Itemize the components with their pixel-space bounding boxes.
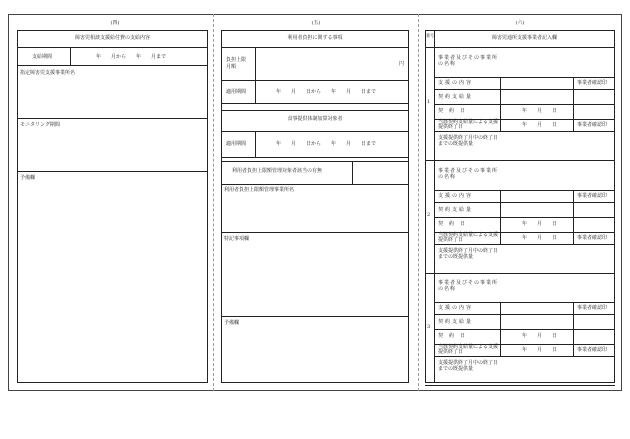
entry-row-line (434, 77, 615, 78)
entry-provider-label: 事業者及びその事業所の名称 (438, 55, 499, 67)
entry-amount-label: 契約支給量 (438, 94, 474, 100)
monitoring-period-label: モニタリング期間 (20, 122, 60, 128)
entry-row-line (434, 217, 615, 218)
provider-entry-header: 障害児通所支援事業者記入欄 (491, 35, 557, 41)
benefit-section (17, 30, 208, 383)
entry-end-date-value: 年 月 日 (522, 347, 558, 353)
entry-row-line (434, 190, 615, 191)
entry-separator (425, 160, 615, 161)
entry-end-date-label: 当該契約支給量による支援提供終了日 (438, 232, 499, 243)
entry-number: 1 (427, 99, 431, 105)
entry-row-line (434, 302, 615, 303)
entry-col-line (573, 190, 574, 244)
entry-row-line (434, 89, 615, 90)
entry-row-line (434, 244, 615, 245)
entry-content-label: 支援の内容 (438, 305, 474, 311)
entry-contract-date-label: 契約日 (438, 221, 472, 227)
provider-name-label: 指定障害児支援事業所名 (20, 70, 76, 76)
cap-management-header: 利用者負担上限額管理対象者該当の有無 (232, 168, 323, 174)
entry-row-line (434, 356, 615, 357)
entry-amount-label: 契約支給量 (438, 207, 474, 213)
entry-col-line (500, 302, 501, 356)
entry-row-line (434, 104, 615, 105)
entry-confirm-label: 事業者確認印 (577, 80, 608, 86)
entry-number: 3 (427, 324, 431, 330)
entry-end-date-value: 年 月 日 (522, 235, 558, 241)
user-burden-header: 利用者負担に関する事項 (287, 35, 343, 41)
entry-col-line (573, 77, 574, 131)
burden-period-label: 適用期間 (226, 89, 247, 95)
entry-content-label: 支援の内容 (438, 80, 474, 86)
entry-row-line (434, 131, 615, 132)
entry-col-line (500, 190, 501, 244)
entry-row-line (434, 329, 615, 330)
special-notes-label: 特記事項欄 (224, 236, 250, 242)
entry-number: 2 (427, 212, 431, 218)
cap-management-office-label: 利用者負担上限額管理事業所名 (224, 187, 295, 193)
entry-row-line (434, 314, 615, 315)
meal-period-value: 年 月 日から 年 月 日まで (276, 141, 377, 147)
benefit-header: 障害児相談支援給付費の支給内容 (74, 35, 150, 41)
entry-provider-label: 事業者及びその事業所の名称 (438, 280, 499, 292)
entry-contract-date-label: 契約日 (438, 333, 472, 339)
entry-col-line (573, 302, 574, 356)
yen-unit: 円 (399, 61, 405, 67)
entry-end-date-label: 当該契約支給量による支援提供終了日 (438, 344, 499, 355)
entry-confirm2-label: 事業者確認印 (577, 235, 608, 241)
entry-row-line (434, 202, 615, 203)
entry-confirm-label: 事業者確認印 (577, 305, 608, 311)
benefit-period-value: 年 月から 年 月まで (96, 54, 167, 60)
entry-confirm-label: 事業者確認印 (577, 193, 608, 199)
entry-separator (425, 273, 615, 274)
col5-notes-label: 予備欄 (224, 320, 240, 326)
column-4-title: (四) (110, 20, 120, 26)
entry-provider-label: 事業者及びその事業所の名称 (438, 168, 499, 180)
entry-contract-date-value: 年 月 日 (522, 108, 558, 114)
entry-contract-date-label: 契約日 (438, 108, 472, 114)
entry-used-label: 支援提供終了月中の終了日までの既提供量 (438, 248, 499, 260)
entry-used-label: 支援提供終了月中の終了日までの既提供量 (438, 360, 499, 372)
col4-notes-label: 予備欄 (20, 175, 36, 181)
column-divider-2 (418, 14, 419, 391)
meal-subsidy-header: 食事提供体制加算対象者 (287, 116, 343, 122)
entry-end-date-value: 年 月 日 (522, 122, 558, 128)
entry-col-line (500, 77, 501, 131)
entry-end-date-label: 当該契約支給量による支援提供終了日 (438, 119, 499, 130)
entry-content-label: 支援の内容 (438, 193, 474, 199)
burden-cap-label-2: 月額 (226, 64, 237, 70)
user-burden-section (221, 30, 409, 383)
entry-contract-date-value: 年 月 日 (522, 221, 558, 227)
column-5-title: (五) (311, 20, 321, 26)
entry-amount-label: 契約支給量 (438, 319, 474, 325)
burden-cap-label-1: 負担上限 (226, 57, 247, 63)
column-6-title: (六) (515, 20, 525, 26)
column-divider-1 (213, 14, 214, 391)
burden-period-value: 年 月 日から 年 月 日まで (276, 89, 377, 95)
entry-contract-date-value: 年 月 日 (522, 333, 558, 339)
entry-confirm2-label: 事業者確認印 (577, 347, 608, 353)
benefit-period-label: 支給期間 (32, 54, 53, 60)
entry-separator (425, 385, 615, 386)
entry-confirm2-label: 事業者確認印 (577, 122, 608, 128)
entry-used-label: 支援提供終了月中の終了日までの既提供量 (438, 135, 499, 147)
item-number-label: 番号 (426, 33, 434, 38)
meal-period-label: 適用期間 (226, 141, 247, 147)
